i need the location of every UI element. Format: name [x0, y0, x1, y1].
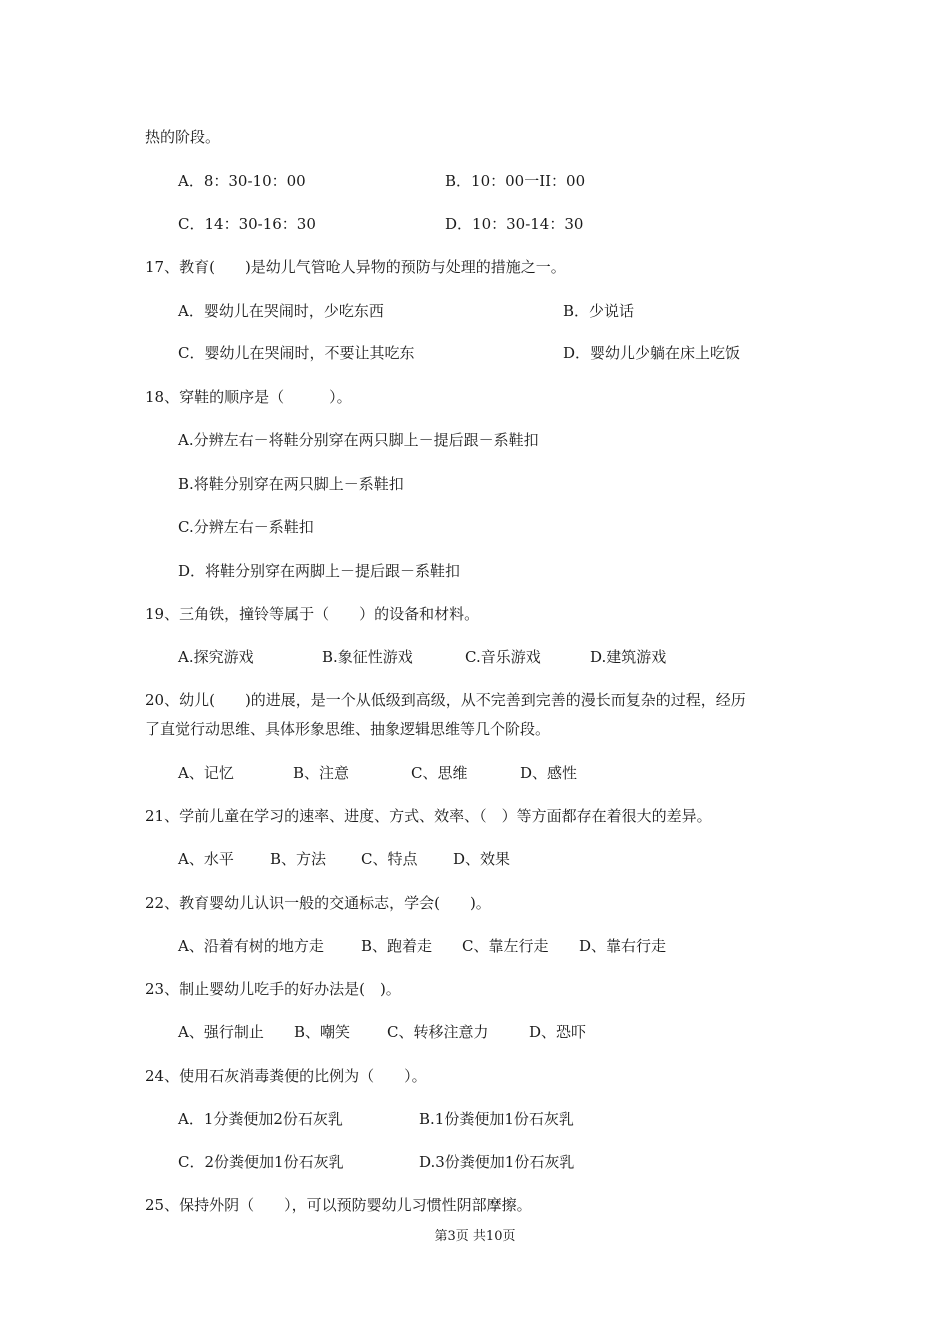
option-22-d: D、靠右行走: [579, 937, 667, 955]
option-24-a: A．1分粪便加2份石灰乳: [178, 1110, 343, 1128]
option-22-c: C、靠左行走: [462, 937, 549, 955]
option-18-a: A.分辨左右－将鞋分别穿在两只脚上－提后跟－系鞋扣: [178, 431, 539, 449]
option-21-b: B、方法: [270, 850, 327, 868]
option-20-a: A、记忆: [178, 764, 234, 782]
option-18-b: B.将鞋分别穿在两只脚上－系鞋扣: [178, 475, 404, 493]
option-22-a: A、沿着有树的地方走: [178, 937, 324, 955]
option-23-b: B、嘲笑: [294, 1023, 351, 1041]
question-23: 23、制止婴幼儿吃手的好办法是( )。: [145, 980, 401, 998]
option-16-b: B．10：00一II：00: [445, 172, 586, 190]
option-21-d: D、效果: [453, 850, 511, 868]
option-23-a: A、强行制止: [178, 1023, 264, 1041]
option-19-b: B.象征性游戏: [322, 648, 413, 666]
question-21: 21、学前儿童在学习的速率、进度、方式、效率、（ ）等方面都存在着很大的差异。: [145, 807, 712, 825]
question-22: 22、教育婴幼儿认识一般的交通标志，学会( )。: [145, 894, 491, 912]
option-20-b: B、注意: [293, 764, 350, 782]
question-24: 24、使用石灰消毒粪便的比例为（ ）。: [145, 1067, 427, 1085]
question-19: 19、三角铁，撞铃等属于（ ）的设备和材料。: [145, 605, 480, 623]
option-24-b: B.1份粪便加1份石灰乳: [419, 1110, 574, 1128]
option-16-c: C．14：30-16：30: [178, 215, 316, 233]
option-16-a: A．8：30-10：00: [178, 172, 306, 190]
option-19-c: C.音乐游戏: [465, 648, 541, 666]
option-24-c: C．2份粪便加1份石灰乳: [178, 1153, 344, 1171]
question-25: 25、保持外阴（ ），可以预防婴幼儿习惯性阴部摩擦。: [145, 1196, 532, 1214]
question-20: 20、幼儿( )的进展，是一个从低级到高级，从不完善到完善的漫长而复杂的过程，经历: [145, 691, 746, 709]
option-23-d: D、恐吓: [529, 1023, 587, 1041]
option-24-d: D.3份粪便加1份石灰乳: [419, 1153, 575, 1171]
option-21-c: C、特点: [361, 850, 418, 868]
page-number-footer: 第3页 共10页: [434, 1229, 516, 1244]
option-17-a: A．婴幼儿在哭闹时，少吃东西: [178, 302, 384, 320]
question-16-continuation: 热的阶段。: [145, 128, 221, 146]
option-21-a: A、水平: [178, 850, 234, 868]
question-20-continuation: 了直觉行动思维、具体形象思维、抽象逻辑思维等几个阶段。: [145, 720, 551, 738]
option-20-d: D、感性: [520, 764, 578, 782]
option-22-b: B、跑着走: [361, 937, 433, 955]
option-17-c: C．婴幼儿在哭闹时，不要让其吃东: [178, 344, 415, 362]
option-16-d: D．10：30-14：30: [445, 215, 584, 233]
option-20-c: C、思维: [411, 764, 468, 782]
question-17: 17、教育( )是幼儿气管呛人异物的预防与处理的措施之一。: [145, 258, 566, 276]
option-23-c: C、转移注意力: [387, 1023, 489, 1041]
question-18: 18、穿鞋的顺序是（ ）。: [145, 388, 352, 406]
option-17-d: D．婴幼儿少躺在床上吃饭: [563, 344, 741, 362]
option-19-a: A.探究游戏: [178, 648, 254, 666]
option-19-d: D.建筑游戏: [590, 648, 667, 666]
option-17-b: B．少说话: [563, 302, 635, 320]
option-18-d: D．将鞋分别穿在两脚上－提后跟－系鞋扣: [178, 562, 461, 580]
option-18-c: C.分辨左右－系鞋扣: [178, 518, 314, 536]
